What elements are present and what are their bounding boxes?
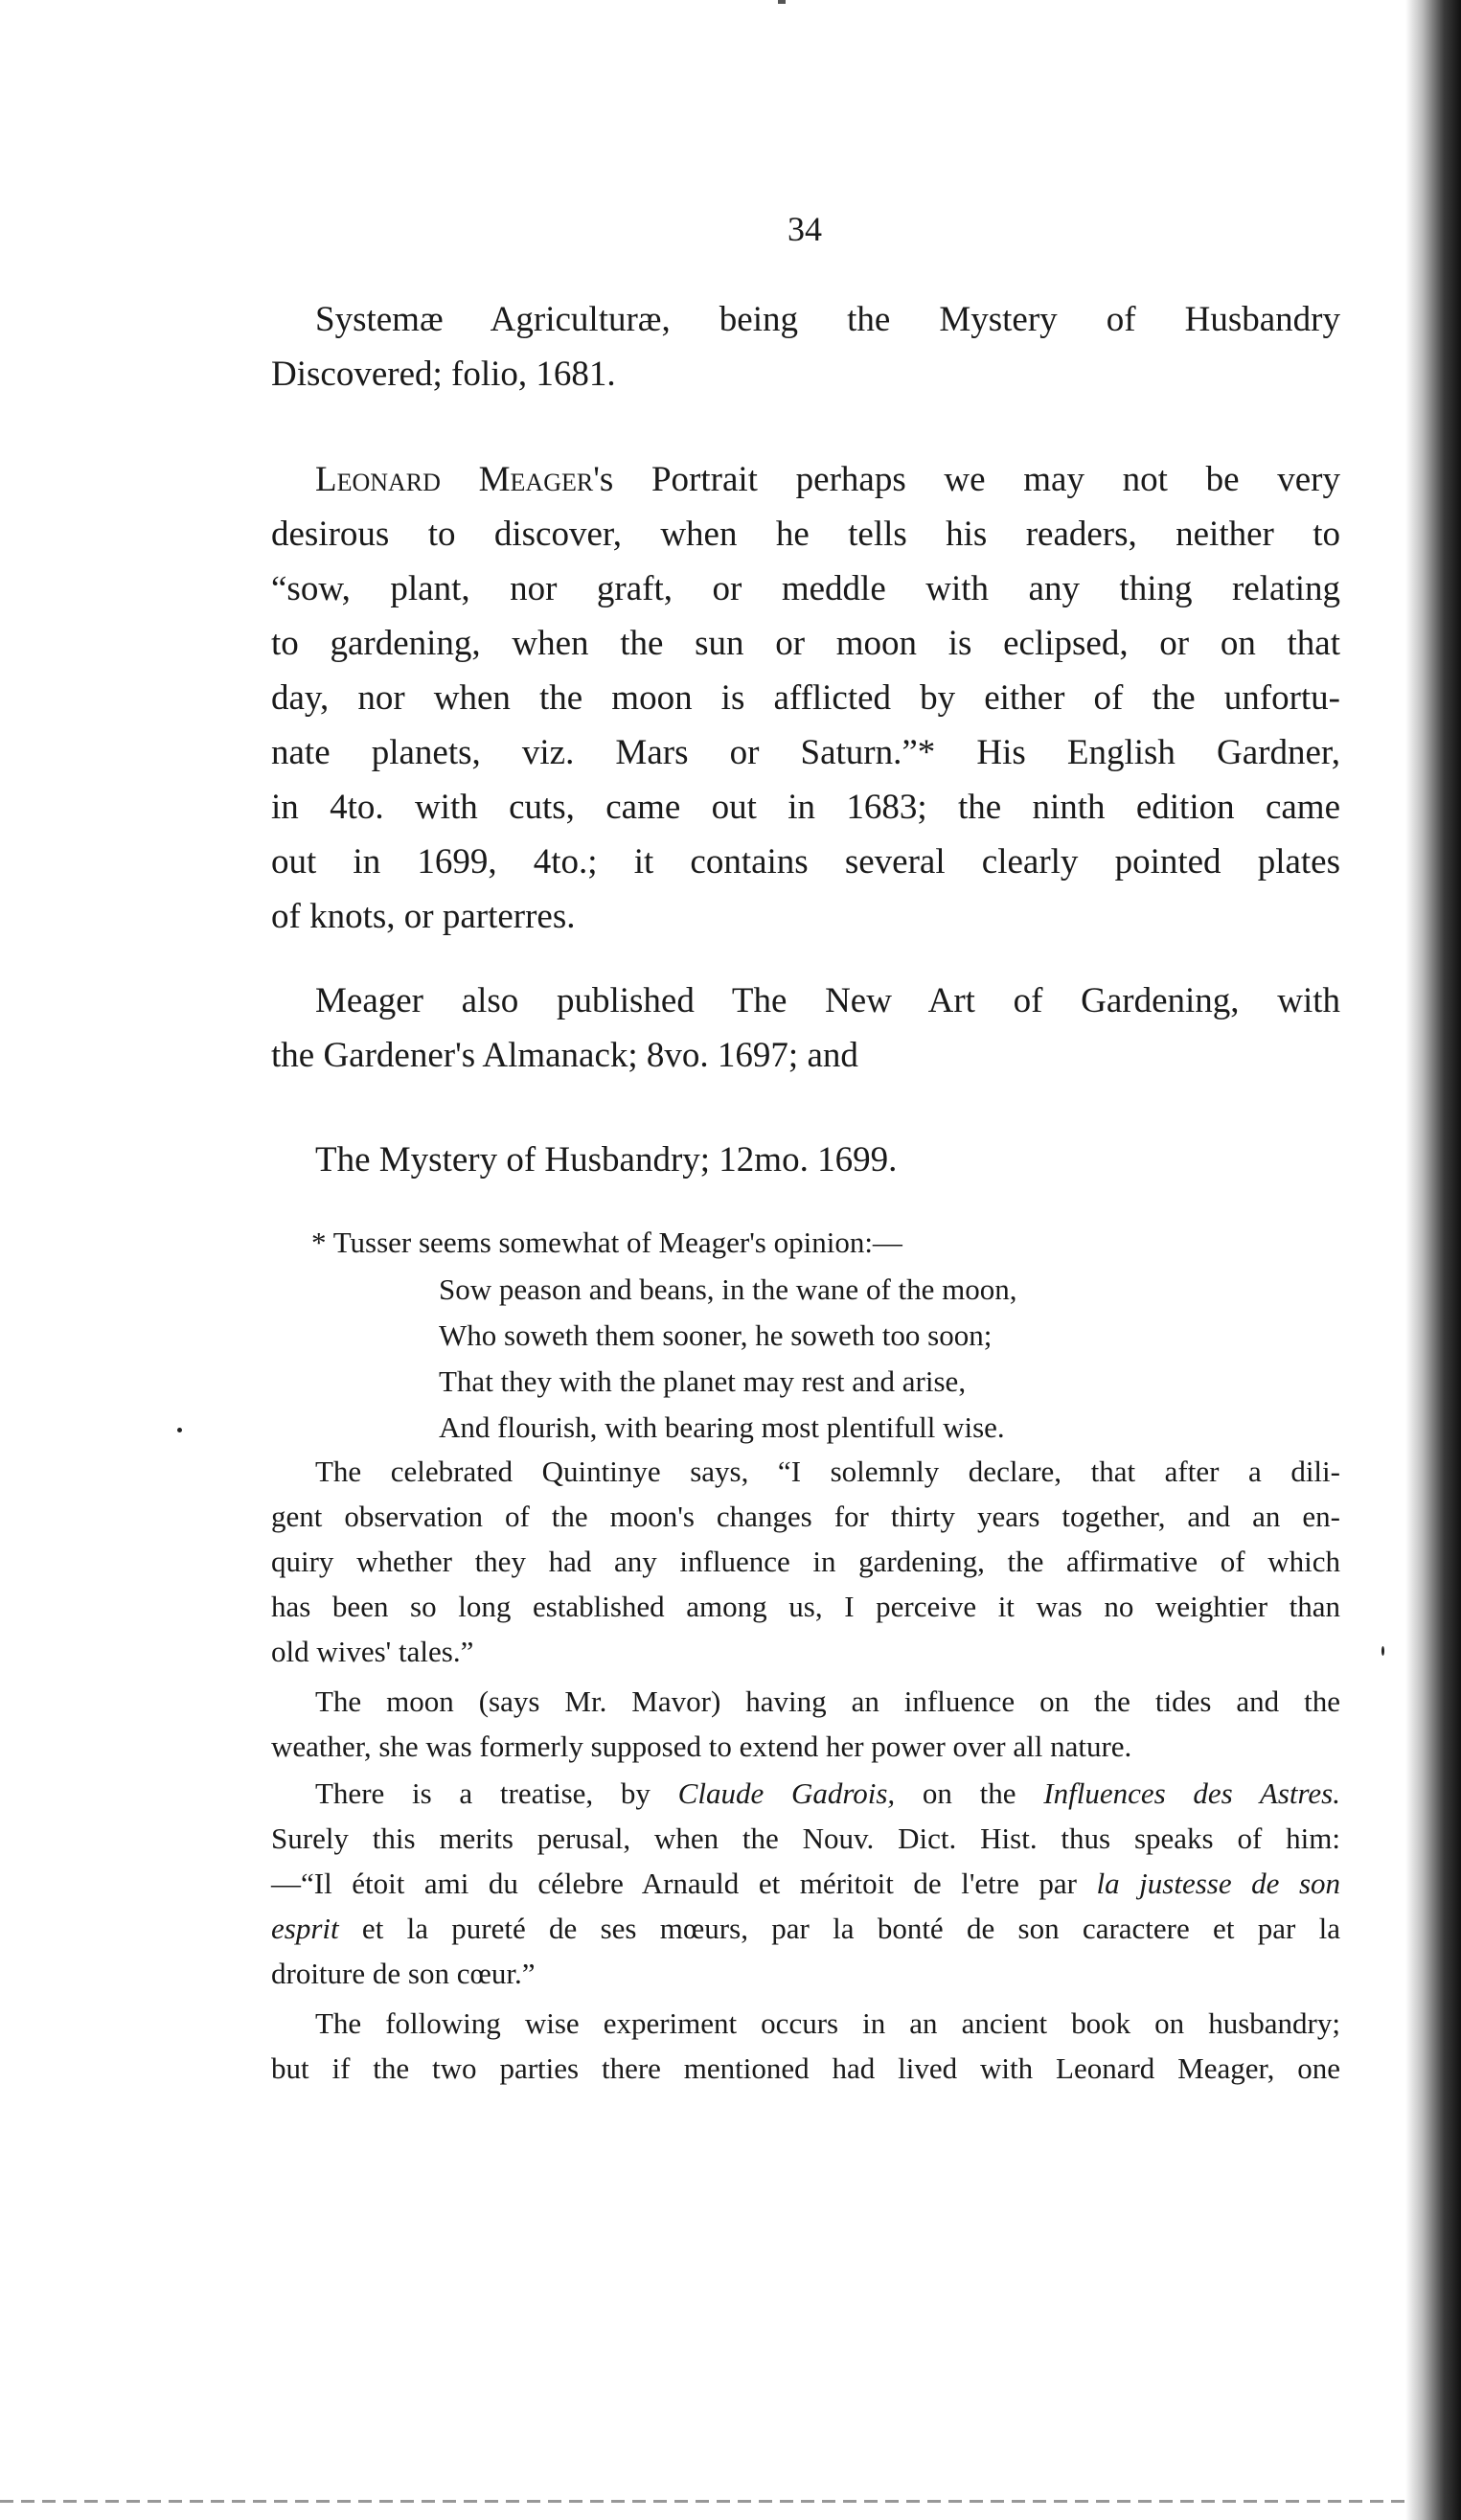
book-title: Influences des Astres. [1043, 1776, 1340, 1810]
text-fragment: et la pureté de ses mœurs, par la bonté de son caractere et par la [338, 1912, 1340, 1945]
poem-line: That they with the planet may rest and arise, [439, 1364, 967, 1398]
poem-line: Who soweth them sooner, he soweth too soon; [439, 1318, 993, 1352]
text-line: gent observation of the moon's changes for thirty years together, and an en- [271, 1500, 1340, 1533]
binding-shadow [1405, 0, 1461, 2520]
text-line: The moon (says Mr. Mavor) having an influence on the tides and the [315, 1684, 1340, 1718]
text-line: old wives' tales.” [271, 1635, 474, 1668]
author-name: Claude Gadrois, [677, 1776, 896, 1810]
text-line: The Mystery of Husbandry; 12mo. 1699. [315, 1140, 898, 1180]
text-line [271, 452, 1340, 507]
text-line: nate planets, viz. Mars or Saturn.”* His English Gardner, [271, 733, 1340, 772]
text-line: Discovered; folio, 1681. [271, 355, 616, 394]
text-line [271, 1771, 1340, 1816]
text-line: desirous to discover, when he tells his readers, neither to [271, 515, 1340, 554]
text-fragment: on the [895, 1776, 1044, 1810]
text-line [271, 1861, 1340, 1906]
text-line: weather, she was formerly supposed to extend her power over all nature. [271, 1730, 1132, 1763]
paragraph-leonard-meager [271, 452, 1340, 944]
text-line: droiture de son cœur.” [271, 1957, 536, 1990]
footnote-poem [271, 1267, 1340, 1451]
text-line: to gardening, when the sun or moon is eclipsed, or on that [271, 624, 1340, 663]
text-line: Systemæ Agriculturæ, being the Mystery of Husbandry [315, 300, 1340, 339]
text-line: The following wise experiment occurs in an ancient book on husbandry; [315, 2006, 1340, 2040]
text-line: Surely this merits perusal, when the Nouv. Dict. Hist. thus speaks of him: [271, 1821, 1340, 1855]
paragraph-new-art [271, 974, 1340, 1083]
scan-speck [1381, 1646, 1384, 1656]
text-line: out in 1699, 4to.; it contains several clearly pointed plates [271, 842, 1340, 882]
footnote-experiment [271, 2001, 1340, 2091]
text-line [271, 1906, 1340, 1951]
scan-bottom-edge [0, 2500, 1408, 2503]
italic-fragment: la justesse de son [1096, 1867, 1341, 1900]
poem-line: Sow peason and beans, in the wane of the moon, [439, 1272, 1017, 1306]
italic-fragment: esprit [271, 1912, 339, 1945]
text-line: day, nor when the moon is afflicted by either of the unfortu- [271, 678, 1340, 718]
author-last-name: Meager [478, 460, 594, 499]
text-line: The celebrated Quintinye says, “I solemnly declare, that after a dili- [315, 1455, 1340, 1488]
poem-line: And flourish, with bearing most plentifull wise. [439, 1410, 1005, 1444]
paragraph-systemae [271, 292, 1340, 401]
footnote-quintinye [271, 1449, 1340, 1674]
text-line: in 4to. with cuts, came out in 1683; the ninth edition came [271, 788, 1340, 827]
text-line: has been so long established among us, I perceive it was no weightier than [271, 1590, 1340, 1623]
paragraph-mystery [271, 1133, 1340, 1187]
text-fragment: —“Il étoit ami du célebre Arnauld et méritoit de l'etre par [271, 1867, 1097, 1900]
text-fragment: 's Portrait perhaps we may not be very [593, 460, 1341, 499]
text-line: * Tusser seems somewhat of Meager's opinion:— [311, 1226, 902, 1259]
footnote-mavor [271, 1679, 1340, 1769]
footnote-gadrois [271, 1771, 1340, 1996]
text-line: quiry whether they had any influence in gardening, the affirmative of which [271, 1545, 1340, 1578]
text-line: “sow, plant, nor graft, or meddle with any thing relating [271, 569, 1340, 608]
author-first-name: Leonard [315, 460, 441, 499]
text-line: the Gardener's Almanack; 8vo. 1697; and [271, 1036, 858, 1075]
scan-speck [177, 1428, 182, 1432]
text-line: but if the two parties there mentioned had lived with Leonard Meager, one [271, 2051, 1340, 2085]
page-number: 34 [788, 210, 822, 248]
text-fragment: There is a treatise, by [315, 1776, 678, 1810]
footnote-intro [271, 1220, 1340, 1265]
scan-mark [778, 0, 786, 4]
text-line: Meager also published The New Art of Gardening, with [315, 981, 1340, 1020]
text-line: of knots, or parterres. [271, 897, 576, 936]
